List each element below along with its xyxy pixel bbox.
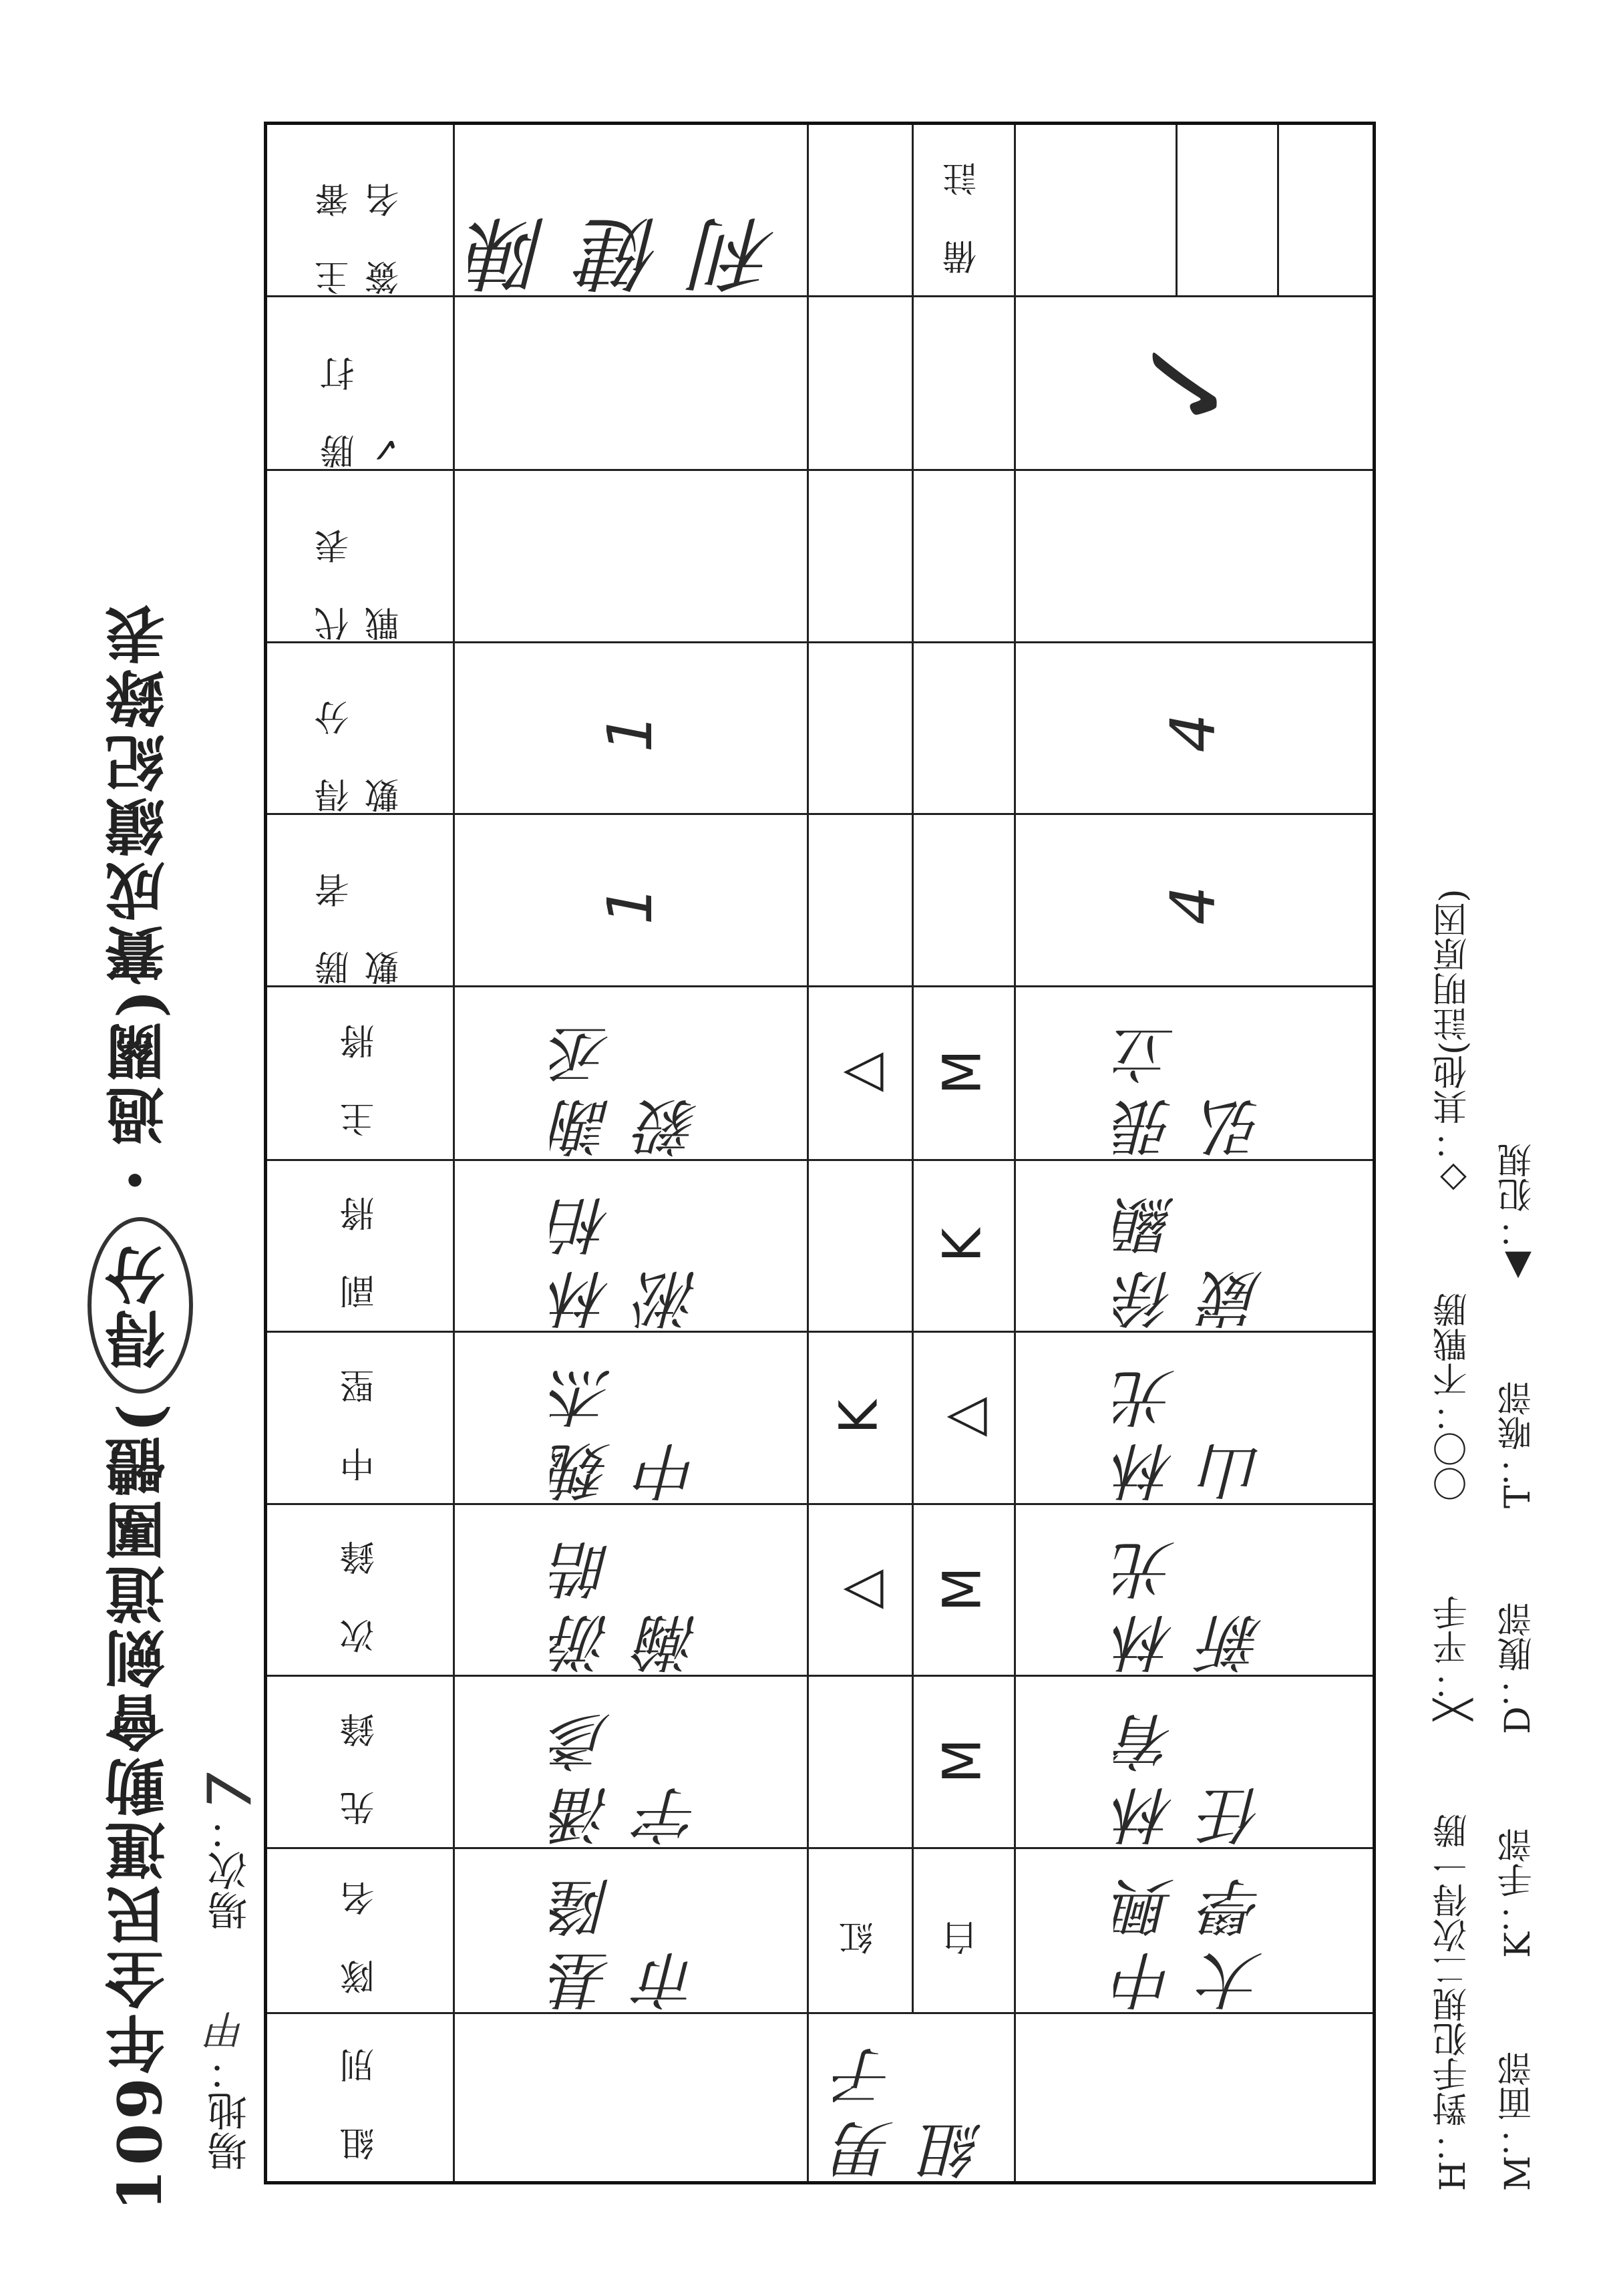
white-senpo: 林宥任 [1113, 1700, 1273, 1847]
header-jiho: 次 鋒 [340, 1524, 381, 1653]
legend-oo: 〇〇：不戰勝 [1433, 1293, 1473, 1502]
red-mark-taisho: △ [829, 1052, 890, 1092]
document-title [94, 87, 187, 2211]
white-points: 4 [1157, 701, 1229, 753]
red-chuken: 魏杰中 [550, 1356, 709, 1503]
header-taisho: 主 將 [340, 1007, 381, 1137]
legend-h: H：對手犯規二次得一勝 [1433, 1813, 1473, 2191]
red-mark-senpo [807, 1675, 912, 1847]
red-senpo: 潘彥宇 [550, 1700, 709, 1847]
title-after: 過關 [105, 1017, 176, 1146]
header-group: 組 別 [340, 2032, 381, 2161]
group-value: 男子組 [832, 2034, 993, 2181]
legend-k: K：手部 [1498, 1827, 1538, 1958]
white-mark-taisho: M [932, 1049, 993, 1095]
header-wins: 勝 者 數 [315, 856, 405, 985]
red-mark-jiho: △ [829, 1569, 890, 1609]
red-mark-chuken: K [829, 1400, 890, 1434]
white-fukusho: 徐顯崴 [1113, 1184, 1273, 1331]
title-dot: ・ [105, 1146, 176, 1210]
red-points: 1 [594, 701, 666, 753]
referee-signature: 陳健利 [468, 203, 791, 295]
title-main: 年全民運動會劍道團體 [105, 1432, 176, 2074]
header-winner: 勝 打 ✓ [320, 340, 405, 469]
red-taisho: 謝丞毅 [550, 1012, 709, 1159]
header-sign: 主 審 簽 名 [315, 166, 405, 295]
header-fukusho: 副 將 [340, 1180, 381, 1309]
round-value: 7 [195, 1772, 266, 1810]
red-fukusho: 林柏淞 [550, 1184, 709, 1331]
white-chuken: 林光山 [1113, 1356, 1273, 1503]
white-wins: 4 [1157, 873, 1229, 925]
winner-check-mark: ✓ [1117, 312, 1269, 452]
header-senpo: 先 鋒 [340, 1696, 381, 1826]
title-paren-open: ( [105, 1400, 176, 1433]
white-taisho: 張立弘 [1113, 1012, 1273, 1159]
legend-x: ╳：平手 [1433, 1595, 1473, 1720]
red-mark-fukusho [807, 1159, 912, 1331]
title-paren-close: ) [105, 985, 176, 1018]
legend-t: T：喉部 [1498, 1381, 1538, 1509]
white-mark-fukusho: K [932, 1227, 993, 1263]
legend-triangle: ▲：犯規 [1498, 1143, 1538, 1288]
title-year: 109 [105, 2074, 176, 2211]
header-remark: 備 註 [943, 146, 983, 275]
white-mark-chuken: △ [932, 1397, 993, 1437]
title-suffix: 賽成績紀錄表 [105, 600, 176, 985]
score-table [264, 122, 1376, 2184]
red-team-name: 基隆市 [550, 1865, 709, 2012]
header-points: 得 分 數 [315, 684, 405, 813]
red-side-label: 紅 [840, 1904, 880, 1955]
header-chuken: 中 堅 [340, 1352, 381, 1482]
title-circled-option: 得分 [87, 1217, 193, 1393]
white-side-label: 白 [943, 1904, 983, 1955]
white-team-name: 中興大學 [1113, 1865, 1273, 2012]
venue-value: 甲 [207, 2011, 254, 2051]
legend-diamond: ◇：其他(註明原因) [1433, 888, 1473, 1200]
white-jiho: 林光新 [1113, 1528, 1273, 1675]
venue-label: 場地： [207, 2051, 254, 2171]
white-mark-jiho: M [932, 1566, 993, 1612]
white-mark-senpo: M [932, 1738, 993, 1784]
legend-d: D：腹部 [1498, 1602, 1538, 1734]
venue-line [195, 1136, 266, 2171]
legend-m: M：面部 [1498, 2051, 1538, 2191]
red-wins: 1 [594, 873, 666, 925]
round-label: 場次： [207, 1810, 254, 1931]
header-rep: 代 表 戰 [315, 512, 405, 641]
legend [1383, 321, 1543, 2191]
header-team: 隊 名 [340, 1865, 381, 1994]
red-jiho: 游皓瀚 [550, 1528, 709, 1675]
